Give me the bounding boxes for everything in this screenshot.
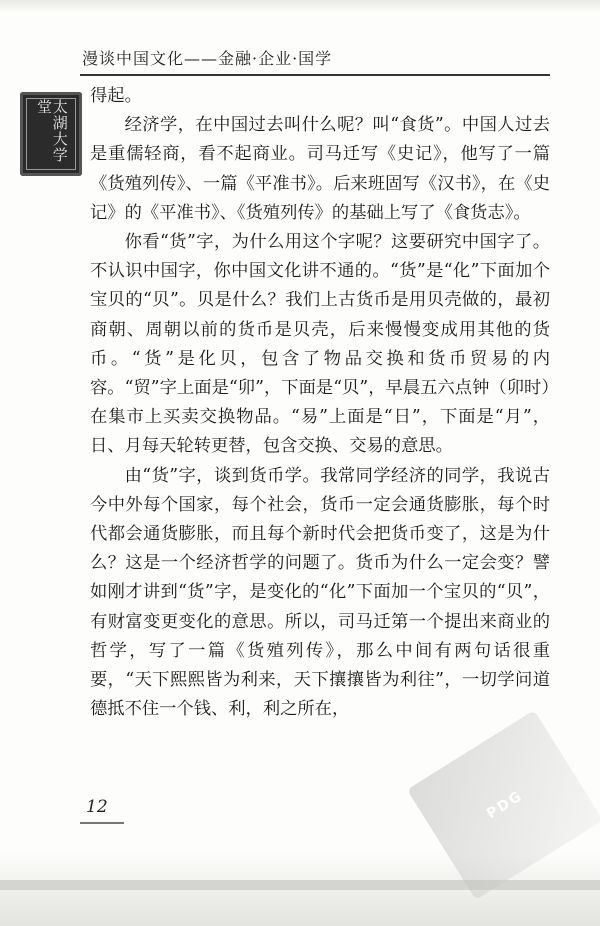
page-number: 12 [86,797,108,817]
page-top-edge [0,0,600,12]
seal-text: 太湖大学堂 [35,99,69,163]
header-rule [80,74,550,76]
page-body [90,82,550,724]
paragraph: 你看“货”字，为什么用这个字呢？这要研究中国字了。不认识中国字，你中国文化讲不通的。“货”是“化”下面加个宝贝的“贝”。贝是什么？我们上古货币是用贝壳做的，最初商朝、周朝以前的货币是贝壳，后来慢慢变成用其他的货币。“货”是化贝，包含了物品交换和货币贸易的内容。“贸”字上面是“卯”，下面是“贝”，早晨五六点钟（卯时）在集市上买卖交换物品。“易”上面是“日”，下面是“月”，日、月每天轮转更替，包含交换、交易的意思。 [90,232,550,457]
paragraph: 由“货”字，谈到货币学。我常同学经济的同学，我说古今中外每个国家，每个社会，货币一定会通货膨胀，每个时代都会通货膨胀，而且每个新时代会把货币变了，这是为什么？这是一个经济哲学的问题了。货币为什么一定会变？譬如刚才讲到“货”字，是变化的“化”下面加一个宝贝的“贝”，有财富变更变化的意思。所以，司马迁第一个提出来商业的哲学，写了一篇《货殖列传》，那么中间有两句话很重要，“天下熙熙皆为利来，天下攘攘皆为利往”，一切学问道德抵不住一个钱、利，利之所在， [90,465,550,720]
running-header: 漫谈中国文化——金融·企业·国学 [82,49,333,68]
watermark-text: PDG [484,787,526,823]
page-number-rule [80,822,124,824]
page-bottom-edge [0,880,600,890]
seal-logo [20,92,82,176]
seal-frame [26,98,76,170]
paragraph: 得起。 [90,86,142,106]
paragraph: 经济学，在中国过去叫什么呢？叫“食货”。中国人过去是重儒轻商，看不起商业。司马迁写《史记》，他写了一篇《货殖列传》、一篇《平准书》。后来班固写《汉书》，在《史记》的《平准书》、《货殖列传》的基础上写了《食货志》。 [90,115,550,223]
